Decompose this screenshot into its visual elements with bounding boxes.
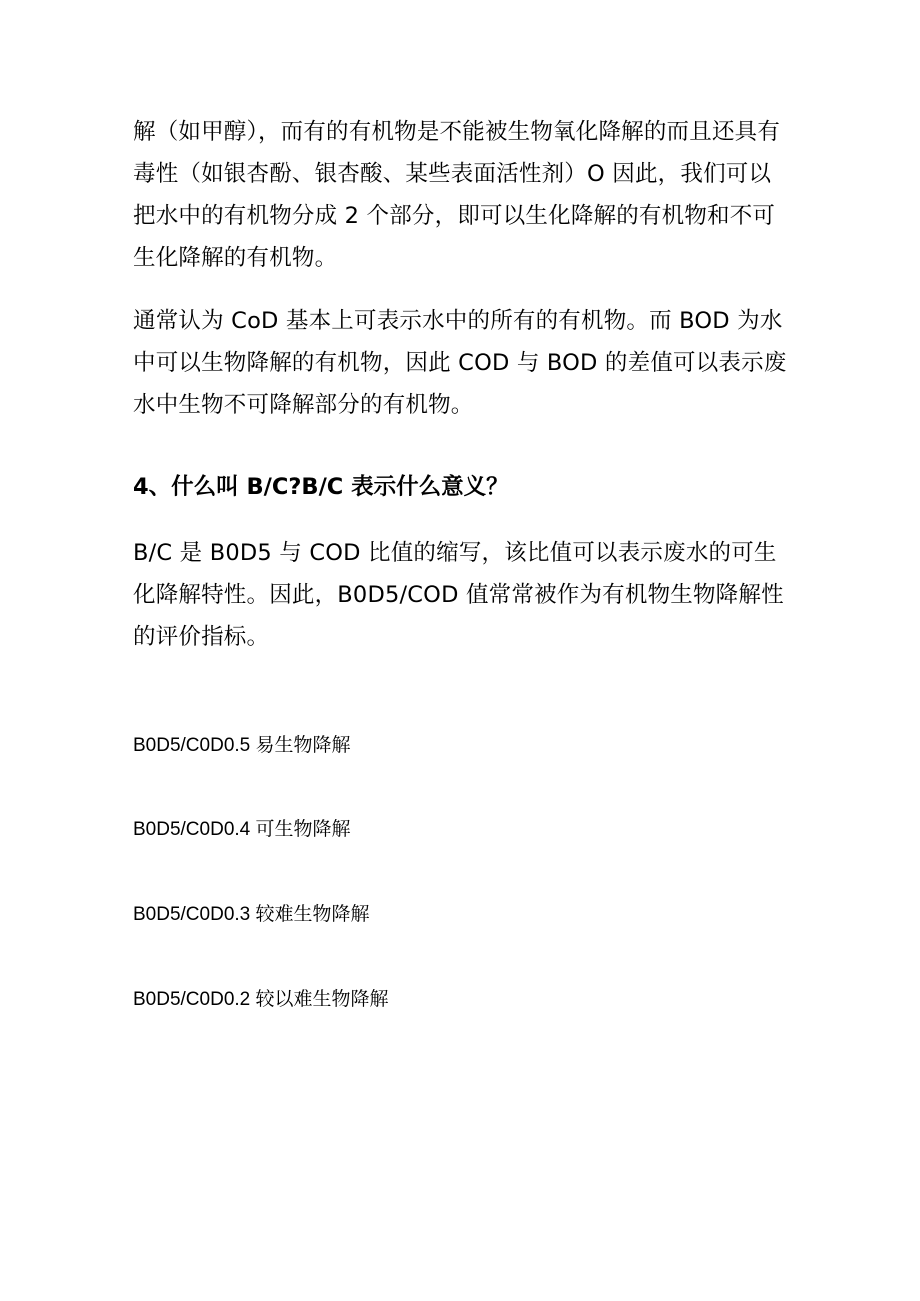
paragraph-organics-classification: 解（如甲醇），而有的有机物是不能被生物氧化降解的而且还具有毒性（如银杏酚、银杏酸、某些表面活性剂）O 因此，我们可以把水中的有机物分成 2 个部分，即可以生化降解的有机物和不可生化降解的有机物。 bbox=[133, 119, 781, 271]
paragraph-cod-bod-difference: 通常认为 CoD 基本上可表示水中的所有的有机物。而 BOD 为水中可以生物降解的有机物，因此 COD 与 BOD 的差值可以表示废水中生物不可降解部分的有机物。 bbox=[133, 308, 787, 418]
rule-line-hard: B0D5/C0D0.3 较难生物降解 bbox=[133, 904, 370, 925]
section-heading-bc-ratio: 4、什么叫 B/C?B/C 表示什么意义？ bbox=[133, 474, 509, 500]
rule-line-easy: B0D5/C0D0.5 易生物降解 bbox=[133, 735, 351, 756]
paragraph-bc-definition: B/C 是 B0D5 与 COD 比值的缩写，该比值可以表示废水的可生化降解特性。因此，B0D5/COD 值常常被作为有机物生物降解性的评价指标。 bbox=[133, 540, 784, 650]
rule-line-degradable: B0D5/C0D0.4 可生物降解 bbox=[133, 819, 351, 840]
rule-line-harder: B0D5/C0D0.2 较以难生物降解 bbox=[133, 989, 389, 1010]
